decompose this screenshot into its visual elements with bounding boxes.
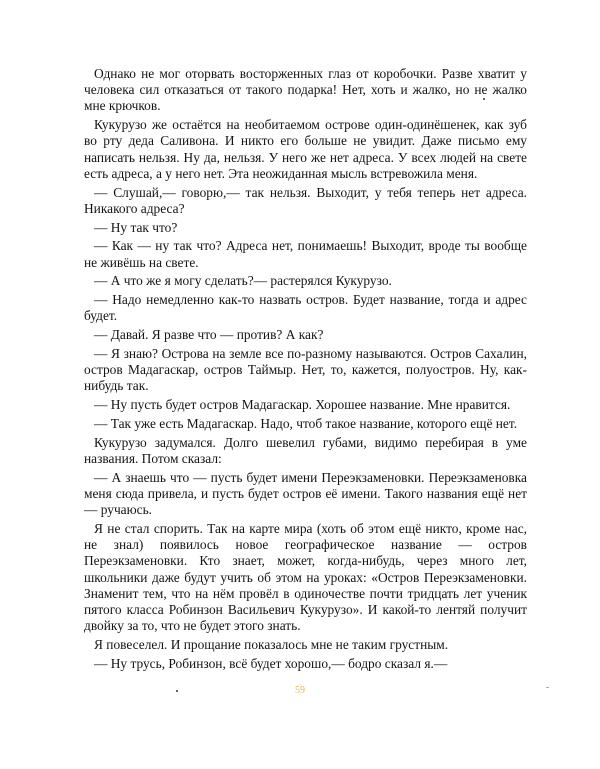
- paragraph: Кукурузо задумался. Долго шевелил губами, видимо перебирая в уме названия. Потом сказал:: [84, 434, 527, 466]
- paragraph: — Ну так что?: [94, 219, 178, 235]
- paragraph: — Как — ну так что? Адреса нет, понимаешь! Выходит, вроде ты вообще не живёшь на свете.: [84, 238, 527, 270]
- page-number: 59: [295, 685, 305, 696]
- scan-speck: [546, 687, 549, 688]
- paragraph: Я повеселел. И прощание показалось мне не таким грустным.: [94, 637, 449, 653]
- scan-speck: [176, 690, 178, 692]
- paragraph: — Я знаю? Острова на земле все по-разному называются. Остров Сахалин, остров Мадагаскар, остров Таймыр. Нет, то, кажется, полуостров. Ну, как-нибудь так.: [84, 346, 527, 394]
- paragraph: — А знаешь что — пусть будет имени Переэкзаменовки. Переэкзаменовка меня сюда привела, и пусть будет остров её имени. Такого названия ещё нет — ручаюсь.: [84, 469, 527, 518]
- paragraph: — Ну трусь, Робинзон, всё будет хорошо,— бодро сказал я.—: [94, 655, 448, 671]
- paragraph: — Слушай,— говорю,— так нельзя. Выходит, у тебя теперь нет адреса. Никакого адреса?: [84, 184, 527, 216]
- scan-speck: [483, 98, 485, 100]
- paragraph: — Ну пусть будет остров Мадагаскар. Хорошее название. Мне нравится.: [94, 397, 511, 413]
- paragraph: — А что же я могу сделать?— растерялся Кукурузо.: [94, 273, 392, 289]
- paragraph: Кукурузо же остаётся на необитаемом острове один-одинёшенек, как зуб во рту деда Саливона. И никто его больше не увидит. Даже письмо ему написать нельзя. Ну да, нельзя. У него же нет адреса. У всех людей на свете есть адреса, а у него нет. Эта неожиданная мысль встревожила меня.: [84, 117, 527, 181]
- paragraph: Я не стал спорить. Так на карте мира (хоть об этом ещё никто, кроме нас, не знал) появилось новое географическое название — остров Переэкзаменовки. Кто знает, может, когда-нибудь, через много лет, школьники даже будут учить об этом на уроках: «Остров Переэкзаменовки. Знаменит тем, что на нём провёл в одиночестве почти тридцать лет ученик пятого класса Робинзон Васильевич Кукурузо». И какой-то лентяй получит двойку за то, что не будет этого знать.: [84, 521, 527, 634]
- paragraph: Однако не мог оторвать восторженных глаз от коробочки. Разве хватит у человека сил отказаться от такого подарка! Нет, хоть и жалко, но не жалко мне крючков.: [84, 66, 527, 114]
- paragraph: — Так уже есть Мадагаскар. Надо, чтоб такое название, которого ещё нет.: [94, 416, 518, 431]
- body-text: [84, 66, 527, 675]
- paragraph: — Надо немедленно как-то назвать остров. Будет название, тогда и адрес будет.: [84, 292, 527, 324]
- paragraph: — Давай. Я разве что — против? А как?: [94, 327, 324, 343]
